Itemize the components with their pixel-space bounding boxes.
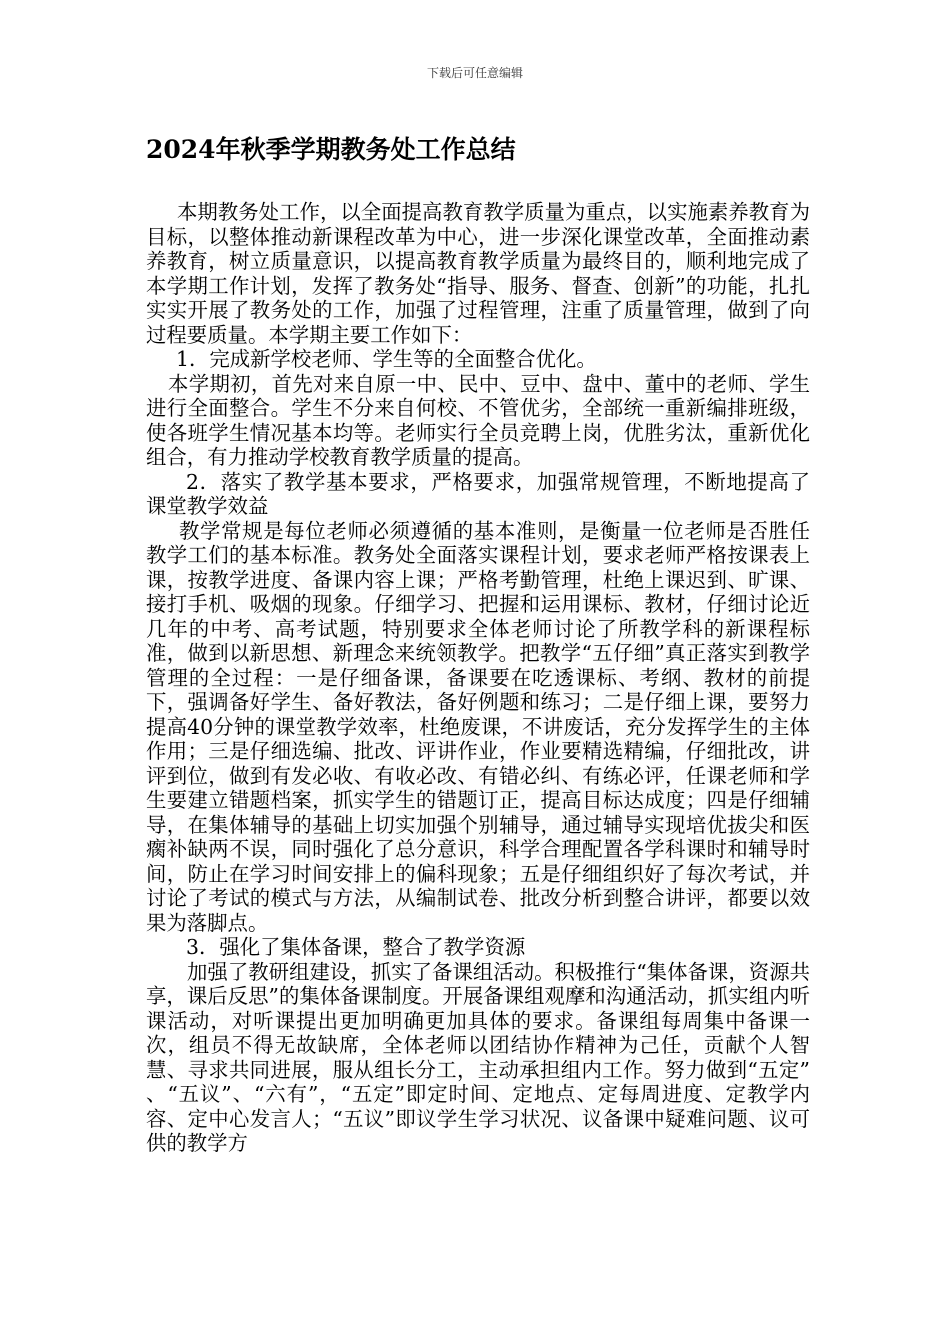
document-title: 2024年秋季学期教务处工作总结 bbox=[146, 135, 516, 164]
paragraph-section-2: 教学常规是每位老师必须遵循的基本准则，是衡量一位老师是否胜任教学工们的基本标准。教务处全面落实课程计划，要求老师严格按课表上课，按教学进度、备课内容上课；严格考勤管理，杜绝上课迟到、旷课、接打手机、吸烟的现象。仔细学习、把握和运用课标、教材，仔细讨论近几年的中考、高考试题，特别要求全体老师讨论了所教学科的新课程标准，做到以新思想、新理念来统领教学。把教学“五仔细”真正落实到教学管理的全过程：一是仔细备课，备课要在吃透课标、考纲、教材的前提下，强调备好学生、备好教法，备好例题和练习；二是仔细上课，要努力提高40分钟的课堂教学效率，杜绝废课，不讲废话，充分发挥学生的主体作用；三是仔细选编、批改、评讲作业，作业要精选精编，仔细批改，讲评到位，做到有发必收、有收必改、有错必纠、有练必评，任课老师和学生要建立错题档案，抓实学生的错题订正，提高目标达成度；四是仔细辅导，在集体辅导的基础上切实加强个别辅导，通过辅导实现培优拔尖和医瘸补缺两不误，同时强化了总分意识，科学合理配置各学科课时和辅导时间，防止在学习时间安排上的偏科现象；五是仔细组织好了每次考试，并讨论了考试的模式与方法，从编制试卷、批改分析到整合讲评，都要以效果为落脚点。 bbox=[146, 518, 810, 935]
section-heading-1: 1．完成新学校老师、学生等的全面整合优化。 bbox=[176, 347, 597, 371]
document-body bbox=[146, 200, 810, 1156]
paragraph-section-3: 加强了教研组建设，抓实了备课组活动。积极推行“集体备课，资源共享，课后反思”的集体备课制度。开展备课组观摩和沟通活动，抓实组内听课活动，对听课提出更加明确更加具体的要求。备课组每周集中备课一次，组员不得无故缺席，全体老师以团结协作精神为己任，贡献个人智慧、寻求共同进展，服从组长分工，主动承担组内工作。努力做到“五定” 、“五议”、“六有”，“五定”即定时间、定地点、定每周进度、定教学内容、定中心发言人；“五议”即议学生学习状况、议备课中疑难问题、议可供的教学方 bbox=[146, 959, 810, 1155]
section-heading-3: 3．强化了集体备课，整合了教学资源 bbox=[186, 935, 526, 959]
paragraph-intro: 本期教务处工作，以全面提高教育教学质量为重点，以实施素养教育为目标，以整体推动新课程改革为中心，进一步深化课堂改革，全面推动素养教育，树立质量意识，以提高教育教学质量为最终目的，顺利地完成了本学期工作计划，发挥了教务处“指导、服务、督查、创新”的功能，扎扎实实开展了教务处的工作，加强了过程管理，注重了质量管理，做到了向过程要质量。本学期主要工作如下： bbox=[146, 200, 810, 347]
paragraph-section-1: 本学期初，首先对来自原一中、民中、豆中、盘中、董中的老师、学生进行全面整合。学生不分来自何校、不管优劣，全部统一重新编排班级，使各班学生情况基本均等。老师实行全员竞聘上岗，优胜劣汰，重新优化组合，有力推动学校教育教学质量的提高。 bbox=[146, 371, 810, 469]
section-heading-2: 2．落实了教学基本要求，严格要求，加强常规管理，不断地提高了课堂教学效益 bbox=[146, 469, 810, 518]
page-header-note: 下载后可任意编辑 bbox=[426, 66, 523, 80]
